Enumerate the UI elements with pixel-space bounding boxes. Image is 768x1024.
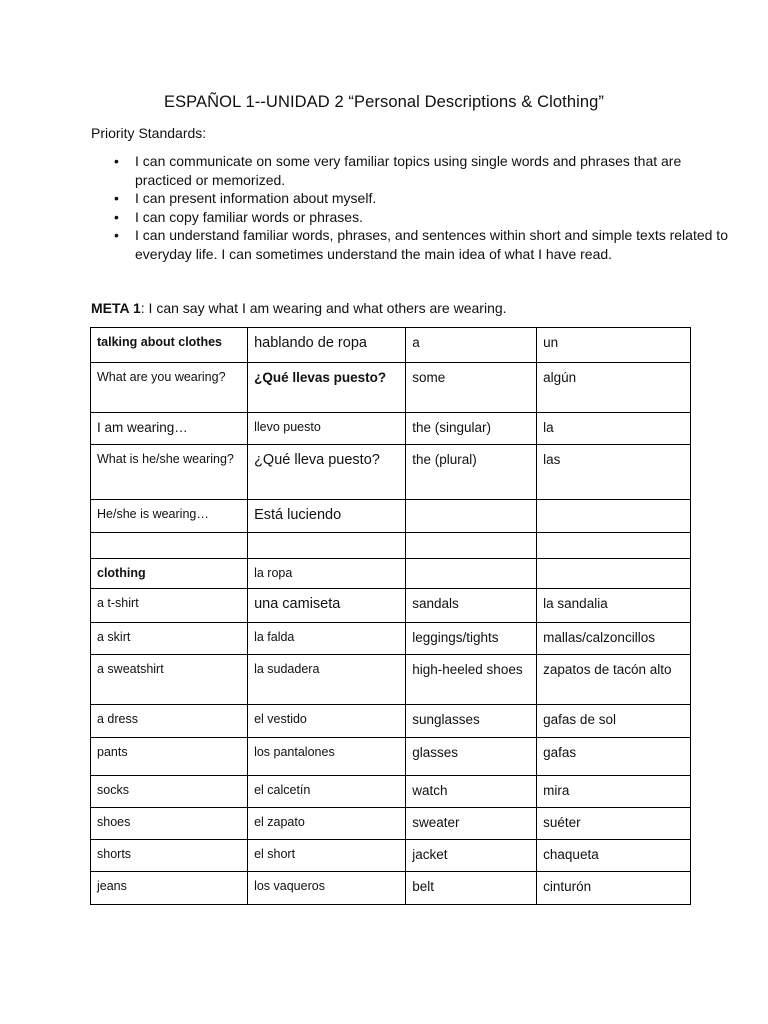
standard-item: • I can present information about myself. <box>135 189 735 208</box>
table-cell: la falda <box>248 623 406 655</box>
table-cell: la sandalia <box>537 589 691 623</box>
table-cell: sweater <box>406 808 537 840</box>
table-cell: socks <box>91 776 248 808</box>
table-row <box>91 776 691 808</box>
table-row <box>91 500 691 533</box>
table-cell: glasses <box>406 738 537 776</box>
table-cell: clothing <box>91 559 248 589</box>
table-cell: What are you wearing? <box>91 363 248 413</box>
vocabulary-table <box>90 327 691 905</box>
table-cell: la sudadera <box>248 655 406 705</box>
table-cell: I am wearing… <box>91 413 248 445</box>
table-row <box>91 559 691 589</box>
table-cell: the (singular) <box>406 413 537 445</box>
table-row <box>91 738 691 776</box>
meta-label: META 1 <box>91 300 141 316</box>
table-cell: la <box>537 413 691 445</box>
table-cell: a <box>406 328 537 363</box>
meta-goal <box>91 300 507 316</box>
standard-item: • I can copy familiar words or phrases. <box>135 208 735 227</box>
table-cell: llevo puesto <box>248 413 406 445</box>
table-cell: el calcetín <box>248 776 406 808</box>
standard-item: • I can understand familiar words, phrases, and sentences within short and simple texts related to everyday life. I can sometimes understand the main idea of what I have read. <box>135 226 735 263</box>
table-cell <box>91 533 248 559</box>
table-row <box>91 363 691 413</box>
table-row <box>91 413 691 445</box>
table-cell: hablando de ropa <box>248 328 406 363</box>
table-cell: cinturón <box>537 872 691 905</box>
table-cell: los vaqueros <box>248 872 406 905</box>
table-cell: sunglasses <box>406 705 537 738</box>
table-cell: gafas <box>537 738 691 776</box>
table-cell: the (plural) <box>406 445 537 500</box>
table-row <box>91 328 691 363</box>
table-cell: las <box>537 445 691 500</box>
table-cell: mallas/calzoncillos <box>537 623 691 655</box>
table-cell <box>537 559 691 589</box>
table-row <box>91 623 691 655</box>
table-cell: pants <box>91 738 248 776</box>
table-cell <box>406 500 537 533</box>
table-cell: some <box>406 363 537 413</box>
table-cell: zapatos de tacón alto <box>537 655 691 705</box>
document-title: ESPAÑOL 1--UNIDAD 2 “Personal Descriptions & Clothing” <box>163 93 605 111</box>
table-cell: algún <box>537 363 691 413</box>
table-cell: el short <box>248 840 406 872</box>
table-cell: gafas de sol <box>537 705 691 738</box>
table-cell: a sweatshirt <box>91 655 248 705</box>
table-row <box>91 655 691 705</box>
table-row <box>91 872 691 905</box>
table-row <box>91 808 691 840</box>
table-row <box>91 705 691 738</box>
table-cell: mira <box>537 776 691 808</box>
table-cell: Está luciendo <box>248 500 406 533</box>
table-row <box>91 533 691 559</box>
table-cell: chaqueta <box>537 840 691 872</box>
table-cell: What is he/she wearing? <box>91 445 248 500</box>
table-cell: a dress <box>91 705 248 738</box>
table-row <box>91 589 691 623</box>
table-row <box>91 840 691 872</box>
table-cell: He/she is wearing… <box>91 500 248 533</box>
table-cell: un <box>537 328 691 363</box>
table-cell <box>248 533 406 559</box>
table-row <box>91 445 691 500</box>
table-cell: watch <box>406 776 537 808</box>
standard-item: • I can communicate on some very familiar topics using single words and phrases that are practiced or memorized. <box>135 152 735 189</box>
table-cell: a skirt <box>91 623 248 655</box>
table-cell <box>537 533 691 559</box>
standards-list <box>91 152 735 263</box>
table-cell: talking about clothes <box>91 328 248 363</box>
table-cell: una camiseta <box>248 589 406 623</box>
table-cell: el zapato <box>248 808 406 840</box>
table-cell: la ropa <box>248 559 406 589</box>
table-cell: el vestido <box>248 705 406 738</box>
table-cell: jeans <box>91 872 248 905</box>
table-cell: ¿Qué llevas puesto? <box>248 363 406 413</box>
table-cell: los pantalones <box>248 738 406 776</box>
table-cell: jacket <box>406 840 537 872</box>
table-cell: sandals <box>406 589 537 623</box>
table-cell: ¿Qué lleva puesto? <box>248 445 406 500</box>
table-cell: high-heeled shoes <box>406 655 537 705</box>
priority-standards-label: Priority Standards: <box>91 125 207 141</box>
table-cell: suéter <box>537 808 691 840</box>
table-cell <box>406 533 537 559</box>
table-cell: shoes <box>91 808 248 840</box>
table-cell <box>406 559 537 589</box>
table-cell: leggings/tights <box>406 623 537 655</box>
meta-text: : I can say what I am wearing and what others are wearing. <box>140 300 507 316</box>
table-cell: a t-shirt <box>91 589 248 623</box>
table-cell: shorts <box>91 840 248 872</box>
table-cell <box>537 500 691 533</box>
table-cell: belt <box>406 872 537 905</box>
